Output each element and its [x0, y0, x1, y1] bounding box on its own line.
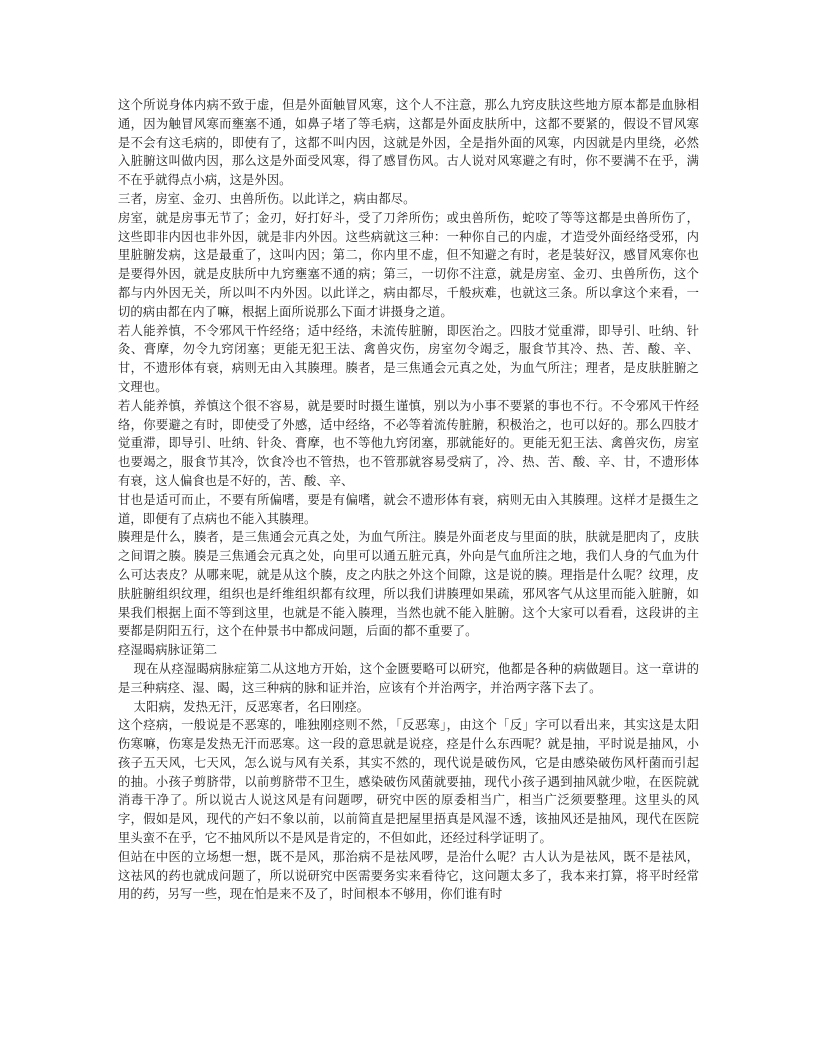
paragraph: 现在从痉湿暍病脉症第二从这地方开始，这个金匮要略可以研究，他都是各种的病做题目。这一章讲的是三种病痉、湿、暍，这三种病的脉和证并治，应该有个并治两字，并治两字落下去了。: [118, 661, 699, 695]
paragraph: 这个所说身体内病不致于虚，但是外面触冒风寒，这个人不注意，那么九窍皮肤这些地方原本都是血脉相通，因为触冒风寒而壅塞不通，如鼻子堵了等毛病，这都是外面皮肤所中，这都不要紧的，假设不冒风寒是不会有这毛病的，即使有了，这都不叫内因，这就是外因，全是指外面的风寒，内因就是内里绕，必然入脏腑这叫做内因，那么这是外面受风寒，得了感冒伤风。古人说对风寒避之有时，你不要满不在乎，满不在乎就得点小病，这是外因。: [118, 98, 699, 188]
section-heading: 痉湿暍病脉证第二: [118, 643, 218, 658]
paragraph: 这个痉病，一般说是不恶寒的，唯独刚痉则不然，「反恶寒」，由这个「反」字可以看出来，其实这是太阳伤寒嘛，伤寒是发热无汗而恶寒。这一段的意思就是说痉，痉是什么东西呢？就是抽，平时说是抽风，小孩子五天风，七天风，怎么说与风有关系，其实不然的，现代说是破伤风，它是由感染破伤风杆菌而引起的抽。小孩子剪脐带，以前剪脐带不卫生，感染破伤风菌就要抽，现代小孩子遇到抽风就少啦，在医院就消毒干净了。所以说古人说这风是有问题啰，研究中医的原委相当广，相当广泛须要整理。这里头的风字，假如是风，现代的产妇不象以前，以前简直是把屋里捂真是风湿不透，该抽风还是抽风，现代在医院里头蛮不在乎，它不抽风所以不是风是肯定的，不但如此，还经过科学证明了。: [118, 718, 699, 846]
paragraph: 太阳病，发热无汗，反恶寒者，名曰刚痉。: [133, 699, 370, 714]
paragraph: 甘也是适可而止，不要有所偏嗜，要是有偏嗜，就会不遗形体有衰，病则无由入其腠理。这样才是摄生之道，即便有了点病也不能入其腠理。: [118, 492, 699, 526]
paragraph: 房室，就是房事无节了；金刃，好打好斗，受了刀斧所伤；或虫兽所伤，蛇咬了等等这都是虫兽所伤了，这些即非内因也非外因，就是非内外因。这些病就这三种：一种你自己的内虚，才造受外面经络受邪，内里脏腑发病，这是最重了，这叫内因；第二，你内里不虚，但不知避之有时，老是装好汉，感冒风寒你也是要得外因，就是皮肤所中九窍壅塞不通的病；第三，一切你不注意，就是房室、金刃、虫兽所伤，这个都与内外因无关，所以叫不内外因。以此详之，病由都尽，千般疢难，也就这三条。所以拿这个来看，一切的病由都在内了嘛，根据上面所说那么下面才讲摄身之道。: [118, 210, 699, 319]
paragraph: 但站在中医的立场想一想，既不是风，那治病不是祛风啰，是治什么呢？古人认为是祛风，既不是祛风，这祛风的药也就成问题了，所以说研究中医需要务实来看待它，这问题太多了，我本来打算，将平时经常用的药，另写一些，现在怕是来不及了，时间根本不够用，你们谁有时: [118, 849, 699, 902]
document-body: [118, 96, 699, 904]
paragraph: 若人能养慎，不令邪风干忤经络；适中经络，未流传脏腑，即医治之。四肢才觉重滞，即导引、吐纳、针灸、膏摩，勿令九窍闭塞；更能无犯王法、禽兽灾伤，房室勿令竭乏，服食节其冷、热、苦、酸、辛、甘，不遗形体有衰，病则无由入其腠理。腠者，是三焦通会元真之处，为血气所注；理者，是皮肤脏腑之文理也。: [118, 323, 699, 394]
paragraph: 三者，房室、金刃、虫兽所伤。以此详之，病由都尽。: [118, 191, 416, 206]
paragraph: 腠理是什么，腠者，是三焦通会元真之处，为血气所注。腠是外面老皮与里面的肤，肤就是肥肉了，皮肤之间谓之腠。腠是三焦通会元真之处，向里可以通五脏元真，外向是气血所注之地，我们人身的气血为什么可达表皮？从哪来呢，就是从这个腠，皮之内肤之外这个间隙，这是说的腠。理指是什么呢？纹理，皮肤脏腑组织纹理，组织也是纤维组织都有纹理，所以我们讲腠理如果疏，邪风客气从这里而能入脏腑，如果我们根据上面不等到这里，也就是不能入腠理，当然也就不能入脏腑。这个大家可以看看，这段讲的主要都是阴阳五行，这个在仲景书中都成问题，后面的都不重要了。: [118, 530, 699, 639]
paragraph: 若人能养慎，养慎这个很不容易，就是要时时摄生谨慎，别以为小事不要紧的事也不行。不令邪风干忤经络，你要避之有时，即使受了外感，适中经络，不必等着流传脏腑，积极治之，也可以好的。那么四肢才觉重滞，即导引、吐纳、针灸、膏摩，也不等他九窍闭塞，那就能好的。更能无犯王法、禽兽灾伤，房室也要竭之，服食节其冷，饮食冷也不管热，也不管那就容易受病了，冷、热、苦、酸、辛、甘，不遗形体有衰，这人偏食也是不好的，苦、酸、辛、: [118, 398, 699, 488]
